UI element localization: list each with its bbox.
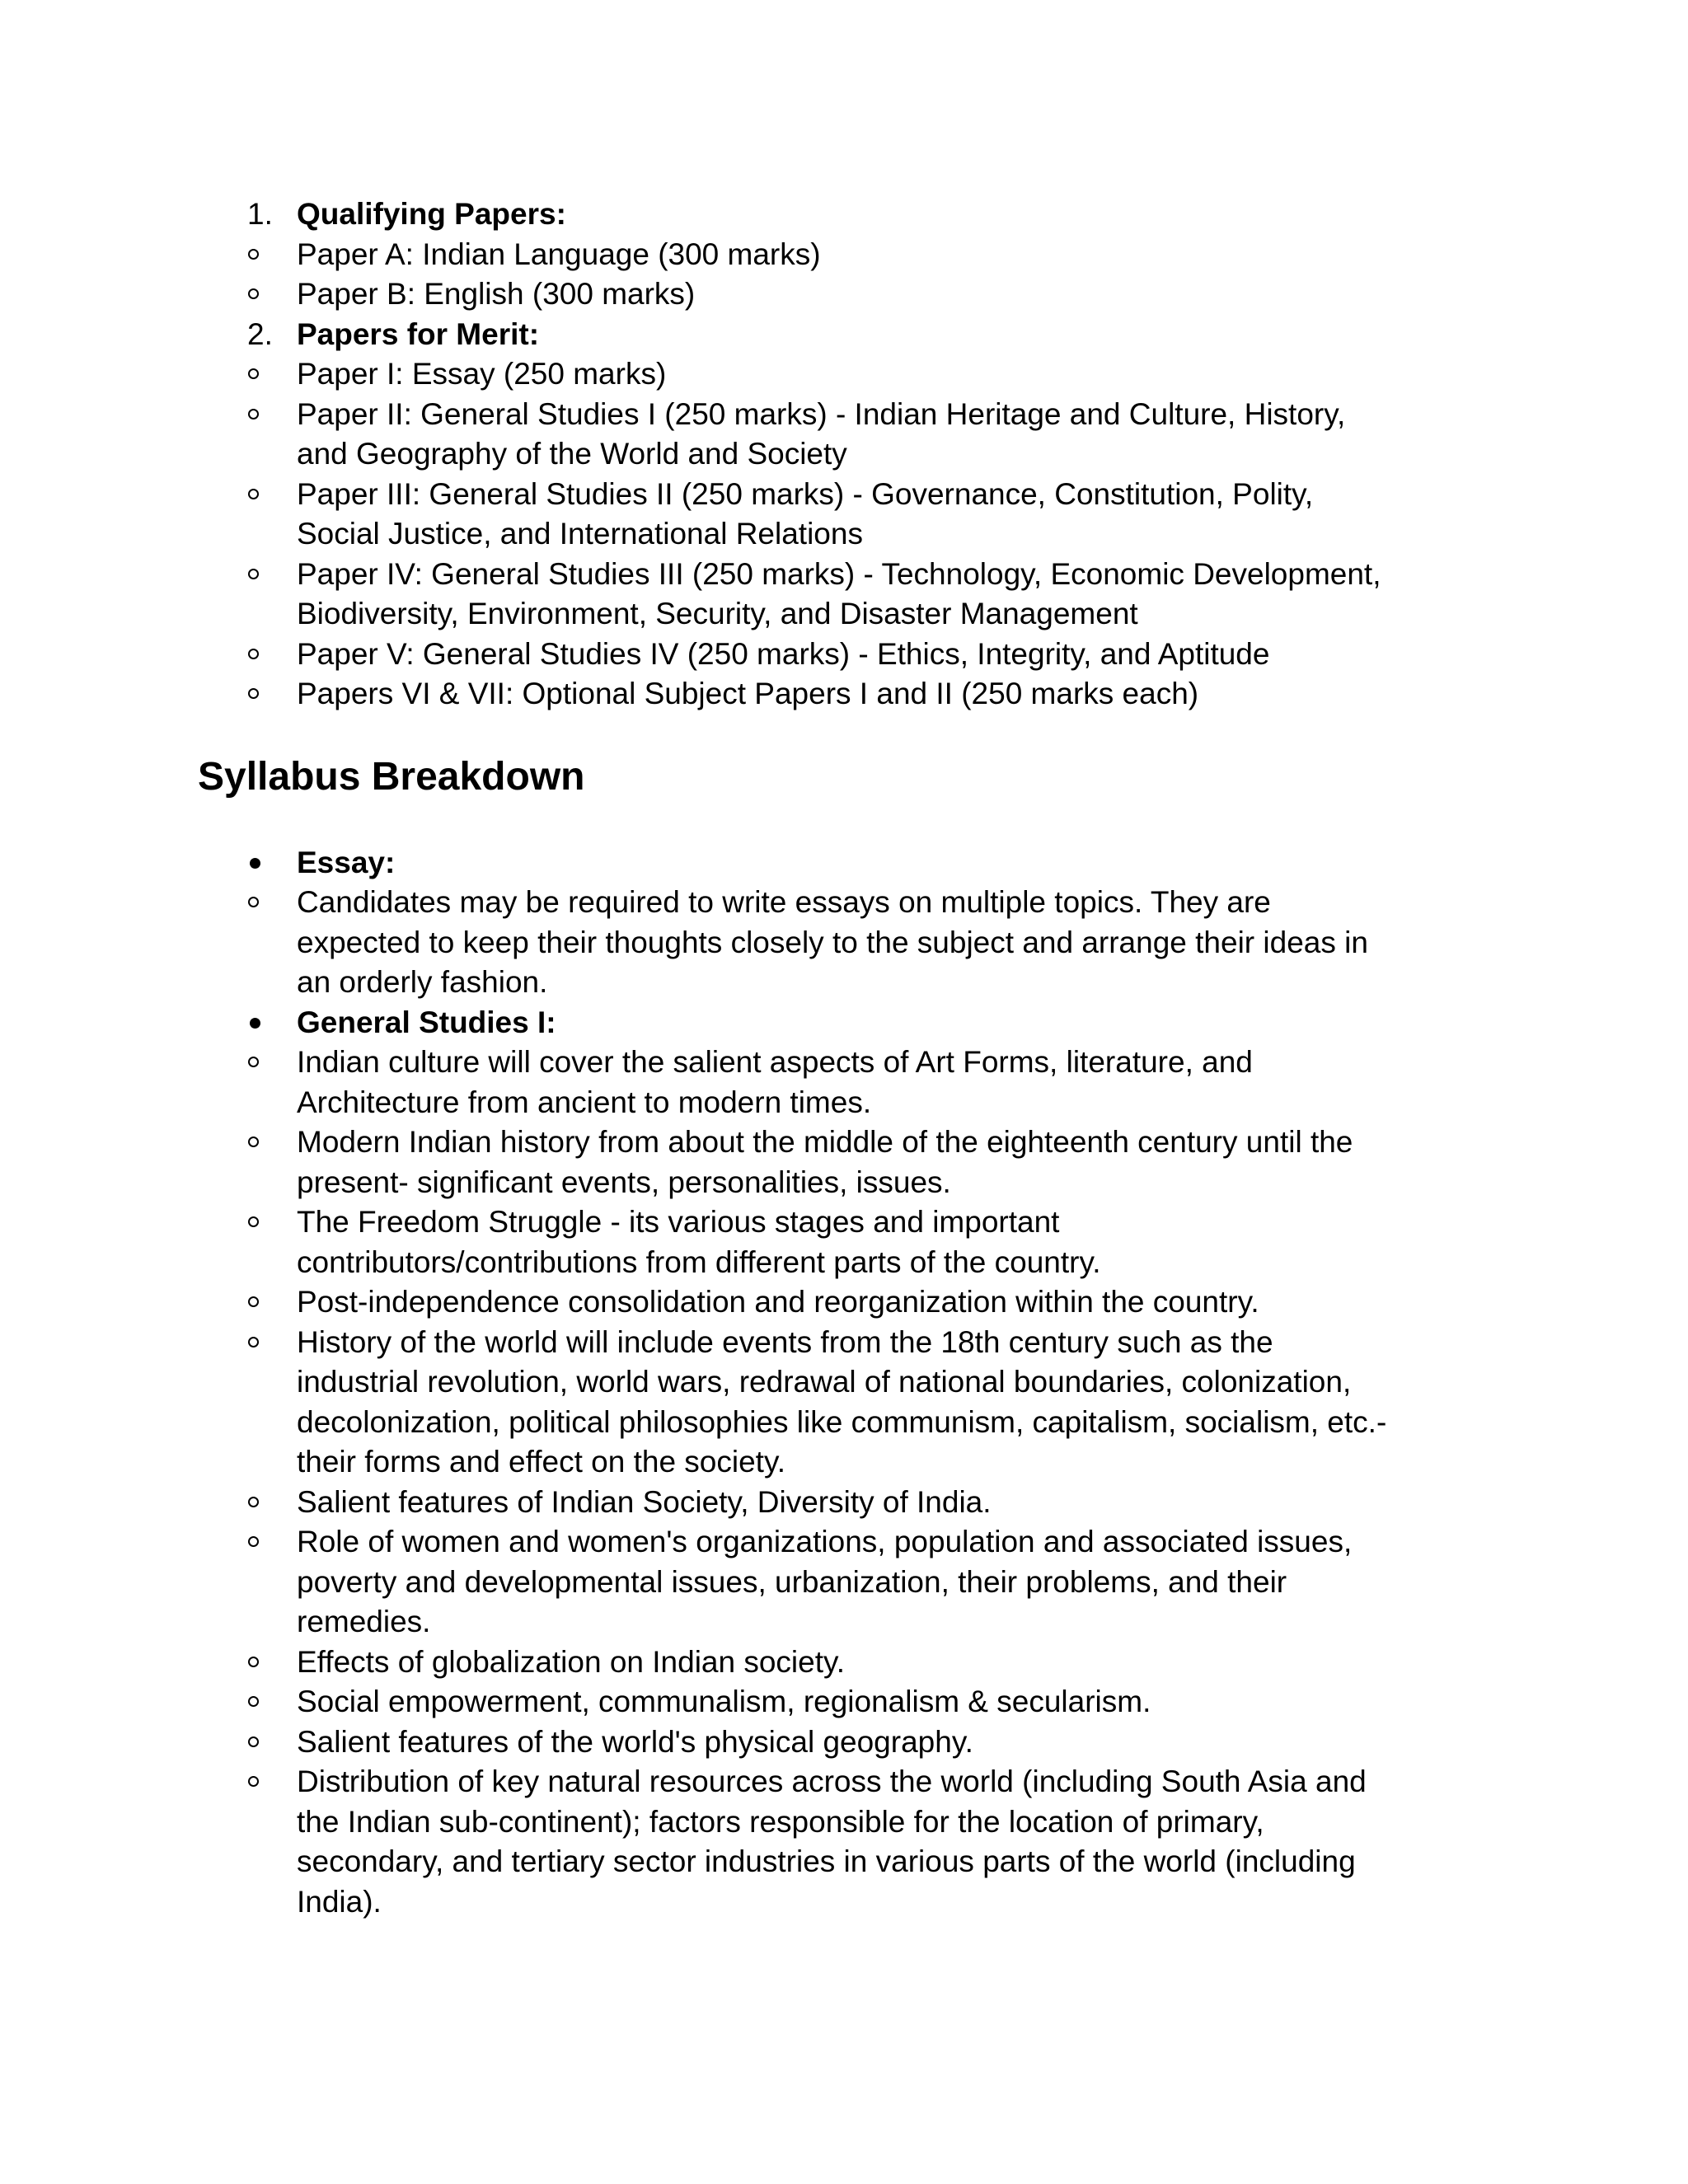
sub-list <box>297 883 1484 1003</box>
sub-list-item-text: Paper A: Indian Language (300 marks) <box>297 237 821 271</box>
sub-list-item-text: Paper V: General Studies IV (250 marks) - Ethics, Integrity, and Aptitude <box>297 636 1270 671</box>
list-item-heading: Qualifying Papers: <box>297 197 566 231</box>
hollow-bullet-icon <box>248 569 259 579</box>
sub-list-item <box>297 235 1484 275</box>
sub-list-item-text: Papers VI & VII: Optional Subject Papers I and II (250 marks each) <box>297 677 1199 710</box>
document-content <box>198 194 1484 1922</box>
sub-list-item-text: Indian culture will cover the salient aspects of Art Forms, literature, and Architecture from ancient to modern times. <box>297 1045 1253 1119</box>
hollow-bullet-icon <box>248 1536 259 1547</box>
sub-list-item <box>297 1323 1484 1483</box>
sub-list-item <box>297 1722 1484 1763</box>
sub-list-item-text: Paper I: Essay (250 marks) <box>297 357 667 391</box>
filled-bullet-icon <box>250 858 260 869</box>
sub-list-item-text: Post-independence consolidation and reorganization within the country. <box>297 1285 1259 1319</box>
hollow-bullet-icon <box>248 1057 259 1067</box>
hollow-bullet-icon <box>248 1736 259 1747</box>
list-item-heading: General Studies I: <box>297 1005 556 1039</box>
hollow-bullet-icon <box>248 1696 259 1707</box>
sub-list-item <box>297 475 1484 555</box>
sub-list-item-text: Distribution of key natural resources across the world (including South Asia and the Indian sub-continent); factors responsible for the location of primary, secondary, and tertiary sector industries in various parts of the world (including India). <box>297 1765 1367 1919</box>
sub-list-item-text: History of the world will include events from the 18th century such as the industrial revolution, world wars, redrawal of national boundaries, colonization, decolonization, political philosophies like communism, capitalism, socialism, etc.- their forms and effect on the society. <box>297 1324 1387 1479</box>
sub-list <box>297 354 1484 715</box>
sub-list-item <box>297 883 1484 1003</box>
sub-list-item-text: Modern Indian history from about the middle of the eighteenth century until the present- significant events, personalities, issues. <box>297 1125 1353 1199</box>
list-item-heading: Papers for Merit: <box>297 316 540 351</box>
list-item-qualifying-papers <box>198 194 1484 315</box>
hollow-bullet-icon <box>248 288 259 299</box>
sub-list-item-text: Effects of globalization on Indian society. <box>297 1644 846 1679</box>
list-item-general-studies-i <box>198 1003 1484 1923</box>
hollow-bullet-icon <box>248 1216 259 1227</box>
hollow-bullet-icon <box>248 1776 259 1787</box>
sub-list-item <box>297 1202 1484 1282</box>
sub-list-item <box>297 1522 1484 1643</box>
list-number: 1. <box>247 197 273 231</box>
hollow-bullet-icon <box>248 1497 259 1507</box>
sub-list-item <box>297 1762 1484 1922</box>
hollow-bullet-icon <box>248 897 259 907</box>
hollow-bullet-icon <box>248 1337 259 1347</box>
sub-list-item <box>297 274 1484 315</box>
hollow-bullet-icon <box>248 409 259 419</box>
sub-list-item <box>297 1282 1484 1323</box>
sub-list-item <box>297 1483 1484 1523</box>
sub-list-item <box>297 395 1484 475</box>
sub-list-item-text: Paper IV: General Studies III (250 marks) - Technology, Economic Development, Biodiversity, Environment, Security, and Disaster Management <box>297 556 1381 630</box>
sub-list-item-text: Candidates may be required to write essays on multiple topics. They are expected to keep their thoughts closely to the subject and arrange their ideas in an orderly fashion. <box>297 885 1368 999</box>
sub-list-item-text: Paper B: English (300 marks) <box>297 277 696 311</box>
hollow-bullet-icon <box>248 1657 259 1667</box>
sub-list-item-text: Paper II: General Studies I (250 marks) - Indian Heritage and Culture, History, and Geography of the World and Society <box>297 396 1346 471</box>
hollow-bullet-icon <box>248 649 259 659</box>
sub-list-item-text: Salient features of Indian Society, Diversity of India. <box>297 1484 992 1519</box>
hollow-bullet-icon <box>248 1296 259 1307</box>
list-item-essay <box>198 843 1484 1003</box>
syllabus-list <box>198 843 1484 1923</box>
hollow-bullet-icon <box>248 688 259 699</box>
sub-list-item <box>297 1122 1484 1202</box>
sub-list-item <box>297 555 1484 635</box>
hollow-bullet-icon <box>248 368 259 379</box>
list-number: 2. <box>247 316 273 351</box>
hollow-bullet-icon <box>248 489 259 499</box>
sub-list <box>297 1043 1484 1922</box>
hollow-bullet-icon <box>248 1137 259 1147</box>
sub-list-item-text: The Freedom Struggle - its various stages and important contributors/contributions from different parts of the country. <box>297 1205 1101 1279</box>
sub-list-item-text: Salient features of the world's physical geography. <box>297 1724 973 1759</box>
list-item-papers-for-merit <box>198 315 1484 715</box>
sub-list-item <box>297 1643 1484 1683</box>
list-item-heading: Essay: <box>297 845 396 879</box>
sub-list-item-text: Social empowerment, communalism, regionalism & secularism. <box>297 1685 1151 1718</box>
sub-list-item <box>297 1682 1484 1722</box>
sub-list-item <box>297 674 1484 715</box>
hollow-bullet-icon <box>248 249 259 260</box>
sub-list-item-text: Paper III: General Studies II (250 marks) - Governance, Constitution, Polity, Social Justice, and International Relations <box>297 476 1314 551</box>
sub-list <box>297 235 1484 315</box>
sub-list-item-text: Role of women and women's organizations, population and associated issues, poverty and developmental issues, urbanization, their problems, and their remedies. <box>297 1525 1353 1638</box>
section-heading: Syllabus Breakdown <box>198 754 585 799</box>
sub-list-item <box>297 1043 1484 1122</box>
filled-bullet-icon <box>250 1018 260 1029</box>
exam-structure-list <box>198 194 1484 715</box>
sub-list-item <box>297 635 1484 675</box>
sub-list-item <box>297 354 1484 395</box>
